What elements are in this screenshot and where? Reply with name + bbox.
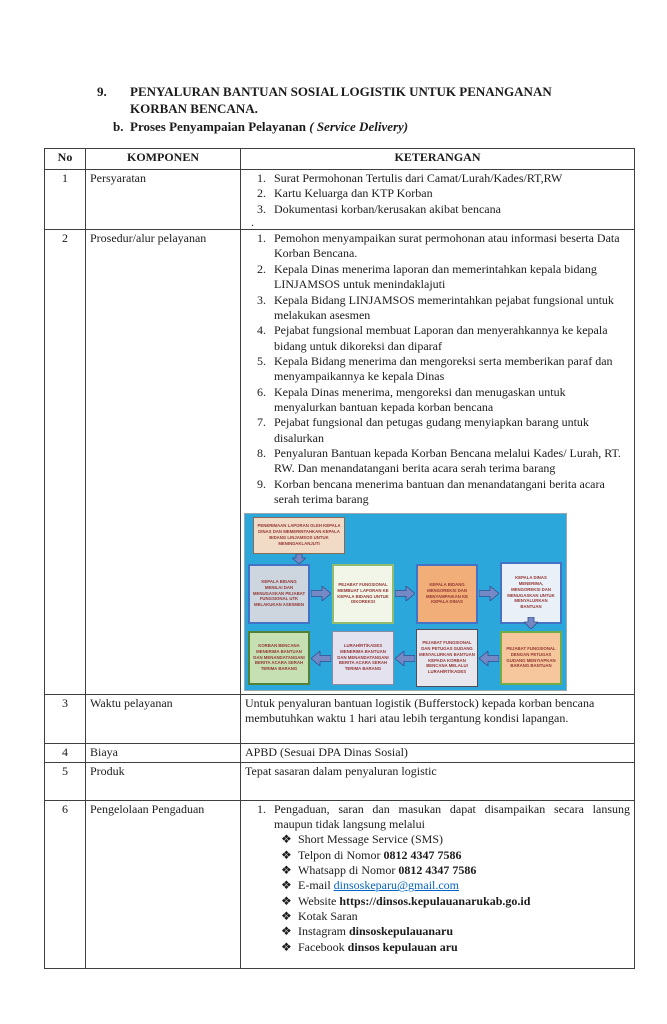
table-row	[45, 762, 635, 800]
list-item: 4. Pejabat fungsional membuat Laporan dan menyerahkannya ke kepala bidang untuk dikoreksi dan diparaf	[269, 323, 630, 354]
list-item	[281, 909, 630, 924]
row5-keterangan: Tepat sasaran dalam penyaluran logistic	[241, 762, 635, 800]
row2-no: 2	[45, 230, 86, 694]
instagram-handle: dinsoskepulauanaru	[348, 924, 454, 939]
row2-komponen: Prosedur/alur pelayanan	[86, 230, 241, 694]
heading-number: 9.	[97, 84, 107, 99]
list-item: 8. Penyaluran Bantuan kepada Korban Bencana melalui Kades/ Lurah, RT. RW. Dan menandatangani berita acara serah terima barang	[269, 446, 630, 477]
list-item	[281, 832, 630, 847]
list-item: 1. Pengaduan, saran dan masukan dapat disampaikan secara lansung maupun tidak langsung melalui	[269, 802, 630, 833]
flowchart-box-korban-menerima: KORBAN BENCANA MENERIMA BANTUAN DAN MENANDATANGANI BERITA ACARA SERAH TERIMA BARANG	[248, 631, 310, 685]
down-arrow-icon	[524, 617, 538, 629]
row3-keterangan: Untuk penyaluran bantuan logistik (Bufferstock) kepada korban bencana membutuhkan waktu 1 hari atau lebih tergantung kondisi lapangan.	[241, 694, 635, 743]
list-item: 3. Kepala Bidang LINJAMSOS memerintahkan pejabat fungsional untuk melakukan asesmen	[269, 293, 630, 324]
list-item: 7. Pejabat fungsional dan petugas gudang menyiapkan barang untuk disalurkan	[269, 415, 630, 446]
procedure-list	[245, 231, 630, 507]
list-item	[281, 848, 630, 863]
diamond-bullet-icon: ❖	[281, 878, 292, 893]
diamond-bullet-icon: ❖	[281, 847, 292, 862]
complaint-intro-list	[245, 802, 630, 833]
row6-komponen: Pengelolaan Pengaduan	[86, 800, 241, 968]
diamond-bullet-icon: ❖	[281, 893, 292, 908]
stray-period: .	[251, 215, 254, 230]
channel-instagram: Instagram dinsoskepulauanaru	[298, 924, 454, 939]
row5-komponen: Produk	[86, 762, 241, 800]
row4-komponen: Biaya	[86, 743, 241, 762]
heading-line2: KORBAN BENCANA.	[130, 101, 258, 116]
header-keterangan: KETERANGAN	[241, 149, 635, 170]
flowchart-box-penyaluran-bantuan: PEJABAT FUNGSIONAL DAN PETUGAS GUDANG MENYALURKAN BANTUAN KEPADA KORBAN BENCANA MELALUI LURAH/RT/KADES	[416, 629, 478, 687]
diamond-bullet-icon: ❖	[281, 862, 292, 877]
subheading-letter: b.	[113, 119, 124, 134]
phone-number: 0812 4347 7586	[383, 847, 462, 862]
heading-line1: PENYALURAN BANTUAN SOSIAL LOGISTIK UNTUK PENANGANAN	[130, 84, 552, 99]
channel-email: E-mail dinsoskeparu@gmail.com	[298, 878, 460, 893]
left-arrow-icon	[395, 651, 415, 666]
flowchart-box-kepala-bidang-menugaskan: KEPALA BIDANG MENILAI DAN MENUGASKAN PEJABAT FUNGSIONAL UTK MELAKUKAN ASESMEN	[248, 564, 310, 624]
channel-suggestion-box: Kotak Saran	[298, 909, 358, 924]
list-item	[281, 894, 630, 909]
list-item: 2. Kartu Keluarga dan KTP Korban	[269, 186, 630, 201]
flowchart-box-kepala-dinas-menugaskan: KEPALA DINAS MENERIMA, MENGOREKSI DAN MENUGASKAN UNTUK MENYALURKAN BANTUAN	[500, 562, 562, 624]
left-arrow-icon	[311, 651, 331, 666]
table-row	[45, 694, 635, 743]
subheading-italic: ( Service Delivery)	[309, 119, 409, 134]
list-item	[281, 863, 630, 878]
list-item	[281, 924, 630, 939]
row6-keterangan	[241, 800, 635, 968]
list-item: 6. Kepala Dinas menerima, mengoreksi dan menugaskan untuk menyalurkan bantuan kepada korban bencana	[269, 385, 630, 416]
facebook-handle: dinsos kepulauan aru	[347, 939, 458, 954]
right-arrow-icon	[479, 586, 499, 601]
row4-no: 4	[45, 743, 86, 762]
row2-keterangan	[241, 230, 635, 694]
row1-komponen: Persyaratan	[86, 170, 241, 230]
document-heading	[97, 83, 637, 135]
list-item: 9. Korban bencana menerima bantuan dan menandatangani berita acara serah terima barang	[269, 477, 630, 508]
row1-keterangan	[241, 170, 635, 230]
right-arrow-icon	[311, 586, 331, 601]
row1-no: 1	[45, 170, 86, 230]
table-row	[45, 230, 635, 694]
diamond-bullet-icon: ❖	[281, 832, 292, 847]
list-item	[281, 878, 630, 893]
channel-whatsapp: Whatsapp di Nomor 0812 4347 7586	[298, 862, 477, 877]
table-row	[45, 743, 635, 762]
list-item: 1. Pemohon menyampaikan surat permohonan atau informasi beserta Data Korban Bencana.	[269, 231, 630, 262]
service-delivery-table	[44, 148, 635, 969]
header-komponen: KOMPONEN	[86, 149, 241, 170]
channel-facebook: Facebook dinsos kepulauan aru	[298, 939, 458, 954]
right-arrow-icon	[395, 586, 415, 601]
email-link[interactable]: dinsoskeparu@gmail.com	[333, 878, 460, 893]
row4-keterangan: APBD (Sesuai DPA Dinas Sosial)	[241, 743, 635, 762]
list-item: 2. Kepala Dinas menerima laporan dan memerintahkan kepala bidang LINJAMSOS untuk menindaklajuti	[269, 262, 630, 293]
subheading: Proses Penyampaian Pelayanan ( Service Delivery)	[130, 119, 409, 134]
channel-sms: Short Message Service (SMS)	[298, 832, 443, 847]
flowchart-box-menyiapkan-barang: PEJABAT FUNGSIONAL DENGAN PETUGAS GUDANG MENYIAPKAN BARANG BANTUAN	[500, 631, 562, 685]
list-item: 5. Kepala Bidang menerima dan mengoreksi serta memberikan paraf dan menyampaikannya ke kepala Dinas	[269, 354, 630, 385]
requirements-list	[245, 171, 630, 217]
down-arrow-icon	[292, 554, 306, 564]
row6-no: 6	[45, 800, 86, 968]
diamond-bullet-icon: ❖	[281, 939, 292, 954]
table-header-row	[45, 149, 635, 170]
flowchart-box-kepala-bidang-mengoreksi: KEPALA BIDANG MENGOREKSI DAN MENYAMPAIKAN KE KEPALA DINAS	[416, 564, 478, 624]
website-url: https://dinsos.kepulauanarukab.go.id	[339, 893, 531, 908]
complaint-channels-list	[281, 832, 630, 955]
row5-no: 5	[45, 762, 86, 800]
list-item	[281, 940, 630, 955]
list-item: 1. Surat Permohonan Tertulis dari Camat/Lurah/Kades/RT,RW	[269, 171, 630, 186]
channel-website: Website https://dinsos.kepulauanarukab.go.id	[298, 893, 531, 908]
flowchart-box-pejabat-membuat-laporan: PEJABAT FUNGSIONAL MEMBUAT LAPORAN KE KEPALA BIDANG UNTUK DIKOREKSI	[332, 564, 394, 624]
row3-no: 3	[45, 694, 86, 743]
row3-komponen: Waktu pelayanan	[86, 694, 241, 743]
flowchart-box-penerimaan-laporan: PENERIMAAN LAPORAN OLEH KEPALA DINAS DAN MEMERINTAHKAN KEPALA BIDANG LINJAMSOS UNTUK MENINDAKLANJUTI	[253, 517, 345, 554]
header-no: No	[45, 149, 86, 170]
flowchart-box-lurah-menerima: LURAH/RT/KADES MENERIMA BANTUAN DAN MENANDATANGANI BERITA ACARA SERAH TERIMA BARANG	[332, 631, 394, 685]
procedure-flowchart	[244, 513, 567, 691]
table-row	[45, 170, 635, 230]
table-row	[45, 800, 635, 968]
diamond-bullet-icon: ❖	[281, 909, 292, 924]
diamond-bullet-icon: ❖	[281, 924, 292, 939]
left-arrow-icon	[479, 651, 499, 666]
list-item: 3. Dokumentasi korban/kerusakan akibat bencana	[269, 202, 630, 217]
whatsapp-number: 0812 4347 7586	[398, 862, 477, 877]
channel-phone: Telpon di Nomor 0812 4347 7586	[298, 847, 462, 862]
